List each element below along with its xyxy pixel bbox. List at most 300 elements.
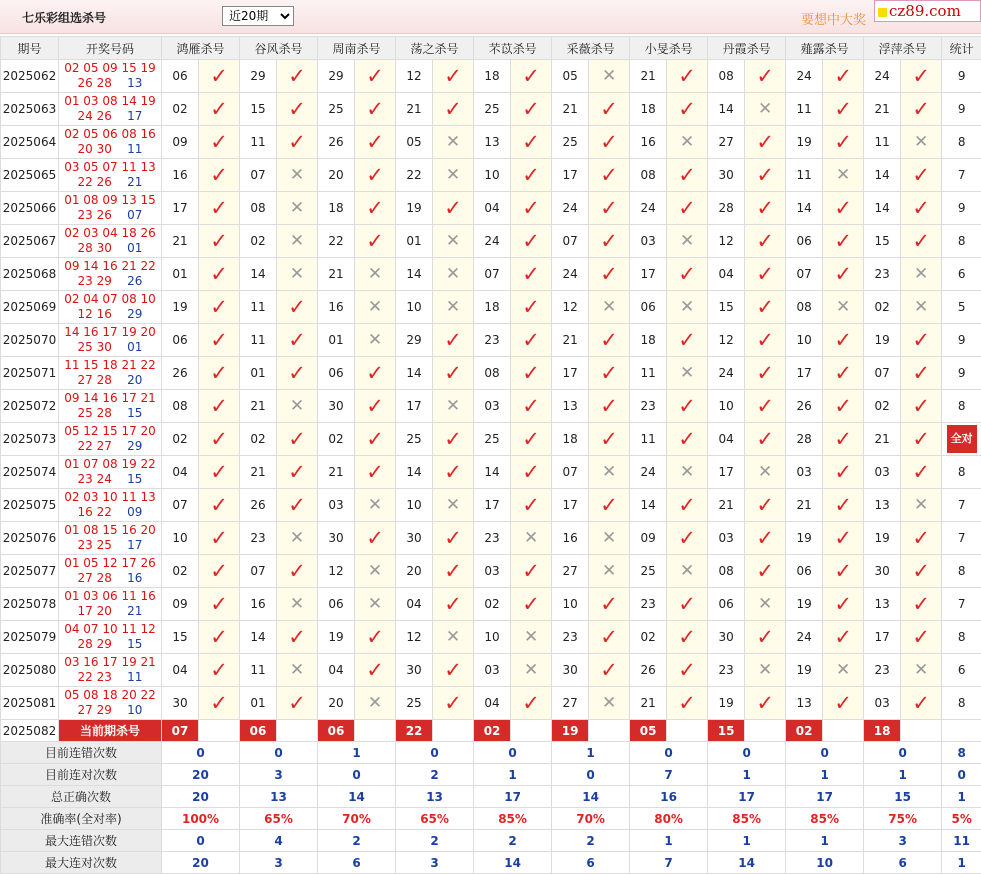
draw-numbers — [59, 258, 162, 291]
result-cell — [433, 357, 474, 390]
wrong-cross-icon: ✕ — [914, 132, 928, 152]
current-kill-number: 18 — [864, 720, 901, 742]
result-cell — [199, 555, 240, 588]
result-cell — [667, 489, 708, 522]
result-cell — [667, 258, 708, 291]
correct-check-icon: ✓ — [678, 625, 696, 649]
kill-number: 30 — [708, 159, 745, 192]
result-cell — [667, 588, 708, 621]
special-number: 21 — [127, 175, 142, 189]
table-row — [1, 555, 981, 588]
correct-check-icon: ✓ — [210, 526, 228, 550]
stats-value: 70% — [552, 808, 630, 830]
result-cell — [667, 654, 708, 687]
wrong-cross-icon: ✕ — [290, 264, 304, 284]
result-cell — [511, 588, 552, 621]
kill-number: 16 — [318, 291, 355, 324]
wrong-cross-icon: ✕ — [446, 495, 460, 515]
kill-number: 18 — [474, 291, 511, 324]
correct-check-icon: ✓ — [522, 97, 540, 121]
current-kill-number: 06 — [318, 720, 355, 742]
kill-number: 08 — [708, 60, 745, 93]
kill-number: 21 — [552, 324, 589, 357]
kill-number: 30 — [318, 522, 355, 555]
result-cell — [589, 621, 630, 654]
current-kill-blank — [667, 720, 708, 742]
result-cell — [901, 291, 942, 324]
result-cell — [589, 60, 630, 93]
top-bar — [0, 0, 981, 34]
slogan-text: 要想中大奖 — [801, 9, 866, 28]
special-number: 09 — [127, 505, 142, 519]
correct-check-icon: ✓ — [600, 658, 618, 682]
result-cell — [511, 654, 552, 687]
kill-number: 18 — [630, 93, 667, 126]
kill-number: 11 — [786, 159, 823, 192]
kill-number: 30 — [708, 621, 745, 654]
kill-number: 12 — [396, 60, 433, 93]
kill-number: 10 — [474, 159, 511, 192]
result-cell — [901, 522, 942, 555]
result-cell — [589, 126, 630, 159]
kill-number: 06 — [786, 225, 823, 258]
correct-check-icon: ✓ — [678, 394, 696, 418]
kill-number: 19 — [708, 687, 745, 720]
result-cell — [433, 390, 474, 423]
stats-total: 0 — [942, 764, 981, 786]
draw-numbers-line2 — [59, 406, 161, 421]
kill-number: 03 — [630, 225, 667, 258]
kill-number: 02 — [162, 555, 199, 588]
kill-number: 19 — [786, 522, 823, 555]
kill-number: 25 — [318, 93, 355, 126]
kill-number: 09 — [630, 522, 667, 555]
current-kill-blank — [745, 720, 786, 742]
stats-value: 0 — [708, 742, 786, 764]
period-number: 2025069 — [1, 291, 59, 324]
kill-number: 17 — [708, 456, 745, 489]
wrong-cross-icon: ✕ — [602, 561, 616, 581]
stats-value: 13 — [396, 786, 474, 808]
wrong-cross-icon: ✕ — [680, 561, 694, 581]
stats-value: 3 — [240, 764, 318, 786]
result-cell — [277, 225, 318, 258]
correct-check-icon: ✓ — [600, 493, 618, 517]
correct-check-icon: ✓ — [210, 361, 228, 385]
special-number: 07 — [127, 208, 142, 222]
result-cell — [433, 456, 474, 489]
kill-number: 24 — [786, 621, 823, 654]
kill-number-table — [0, 36, 981, 874]
kill-number: 07 — [786, 258, 823, 291]
table-row — [1, 456, 981, 489]
result-cell — [355, 192, 396, 225]
stats-total: 1 — [942, 852, 981, 874]
correct-check-icon: ✓ — [912, 229, 930, 253]
table-row — [1, 489, 981, 522]
kill-number: 02 — [162, 93, 199, 126]
stats-value: 0 — [396, 742, 474, 764]
stats-value: 2 — [396, 830, 474, 852]
wrong-cross-icon: ✕ — [680, 132, 694, 152]
result-cell — [823, 357, 864, 390]
stats-value: 10 — [786, 852, 864, 874]
site-logo[interactable] — [874, 0, 981, 22]
hit-count: 9 — [942, 192, 981, 225]
kill-number: 01 — [318, 324, 355, 357]
correct-check-icon: ✓ — [210, 97, 228, 121]
correct-check-icon: ✓ — [288, 64, 306, 88]
kill-number: 14 — [786, 192, 823, 225]
stats-value: 4 — [240, 830, 318, 852]
kill-number: 06 — [162, 60, 199, 93]
draw-numbers — [59, 588, 162, 621]
stats-value: 14 — [552, 786, 630, 808]
result-cell — [355, 522, 396, 555]
result-cell — [433, 522, 474, 555]
correct-check-icon: ✓ — [444, 592, 462, 616]
stats-value: 1 — [630, 830, 708, 852]
kill-number: 10 — [708, 390, 745, 423]
wrong-cross-icon: ✕ — [290, 231, 304, 251]
period-number: 2025075 — [1, 489, 59, 522]
correct-check-icon: ✓ — [678, 262, 696, 286]
draw-numbers-line2 — [59, 274, 161, 289]
correct-check-icon: ✓ — [366, 427, 384, 451]
correct-check-icon: ✓ — [210, 295, 228, 319]
result-cell — [199, 390, 240, 423]
result-cell — [277, 93, 318, 126]
kill-number: 25 — [474, 423, 511, 456]
result-cell — [433, 93, 474, 126]
result-cell — [277, 456, 318, 489]
current-kill-number: 02 — [474, 720, 511, 742]
result-cell — [901, 192, 942, 225]
result-cell — [745, 423, 786, 456]
result-cell — [277, 126, 318, 159]
col-header-expert: 浮萍杀号 — [864, 37, 942, 60]
draw-numbers-regular: 26 28 — [78, 76, 112, 90]
kill-number: 03 — [786, 456, 823, 489]
stats-value: 65% — [240, 808, 318, 830]
kill-number: 21 — [240, 456, 277, 489]
stats-value: 0 — [630, 742, 708, 764]
result-cell — [199, 654, 240, 687]
stats-label: 最大连对次数 — [1, 852, 162, 874]
stats-value: 0 — [162, 830, 240, 852]
hit-count: 7 — [942, 159, 981, 192]
hit-count: 9 — [942, 60, 981, 93]
table-row — [1, 192, 981, 225]
kill-number: 21 — [708, 489, 745, 522]
correct-check-icon: ✓ — [756, 130, 774, 154]
correct-check-icon: ✓ — [912, 691, 930, 715]
kill-number: 08 — [708, 555, 745, 588]
kill-number: 23 — [864, 654, 901, 687]
special-number: 15 — [127, 472, 142, 486]
correct-check-icon: ✓ — [678, 163, 696, 187]
result-cell — [433, 60, 474, 93]
result-cell — [901, 456, 942, 489]
correct-check-icon: ✓ — [366, 163, 384, 187]
draw-numbers-line2 — [59, 538, 161, 553]
draw-numbers-line2 — [59, 76, 161, 91]
draw-numbers-line1: 01 08 15 16 20 — [59, 523, 161, 538]
correct-check-icon: ✓ — [522, 361, 540, 385]
kill-number: 14 — [630, 489, 667, 522]
kill-number: 21 — [318, 456, 355, 489]
kill-number: 27 — [708, 126, 745, 159]
draw-numbers-line2 — [59, 505, 161, 520]
result-cell — [667, 93, 708, 126]
wrong-cross-icon: ✕ — [446, 396, 460, 416]
stats-value: 1 — [552, 742, 630, 764]
kill-number: 25 — [630, 555, 667, 588]
period-number: 2025066 — [1, 192, 59, 225]
kill-number: 21 — [396, 93, 433, 126]
draw-numbers-line2 — [59, 571, 161, 586]
kill-number: 23 — [630, 588, 667, 621]
kill-number: 19 — [396, 192, 433, 225]
wrong-cross-icon: ✕ — [914, 495, 928, 515]
kill-number: 11 — [630, 357, 667, 390]
kill-number: 21 — [552, 93, 589, 126]
draw-numbers-line1: 02 05 06 08 16 — [59, 127, 161, 142]
wrong-cross-icon: ✕ — [368, 594, 382, 614]
draw-numbers-line1: 09 14 16 17 21 — [59, 391, 161, 406]
wrong-cross-icon: ✕ — [602, 462, 616, 482]
result-cell — [199, 192, 240, 225]
kill-number: 27 — [552, 687, 589, 720]
special-number: 01 — [127, 340, 142, 354]
result-cell — [823, 390, 864, 423]
result-cell — [745, 291, 786, 324]
draw-numbers-line1: 01 05 12 17 26 — [59, 556, 161, 571]
result-cell — [745, 456, 786, 489]
stats-value: 65% — [396, 808, 474, 830]
stats-total: 11 — [942, 830, 981, 852]
stats-value: 3 — [240, 852, 318, 874]
draw-numbers-regular: 22 27 — [78, 439, 112, 453]
kill-number: 24 — [630, 192, 667, 225]
wrong-cross-icon: ✕ — [368, 495, 382, 515]
correct-check-icon: ✓ — [912, 592, 930, 616]
wrong-cross-icon: ✕ — [836, 165, 850, 185]
draw-numbers-regular: 27 29 — [78, 703, 112, 717]
result-cell — [589, 687, 630, 720]
draw-numbers — [59, 126, 162, 159]
result-cell — [667, 60, 708, 93]
stats-value: 16 — [630, 786, 708, 808]
correct-check-icon: ✓ — [834, 64, 852, 88]
correct-check-icon: ✓ — [210, 394, 228, 418]
kill-number: 02 — [864, 390, 901, 423]
draw-numbers — [59, 60, 162, 93]
correct-check-icon: ✓ — [522, 592, 540, 616]
result-cell — [355, 291, 396, 324]
kill-number: 03 — [474, 654, 511, 687]
kill-number: 03 — [474, 555, 511, 588]
period-number: 2025063 — [1, 93, 59, 126]
result-cell — [823, 489, 864, 522]
kill-number: 17 — [552, 159, 589, 192]
wrong-cross-icon: ✕ — [758, 660, 772, 680]
kill-number: 11 — [240, 126, 277, 159]
result-cell — [277, 258, 318, 291]
correct-check-icon: ✓ — [288, 361, 306, 385]
kill-number: 11 — [630, 423, 667, 456]
kill-number: 15 — [864, 225, 901, 258]
current-period-row — [1, 720, 981, 742]
stats-value: 3 — [396, 852, 474, 874]
result-cell — [589, 654, 630, 687]
kill-number: 14 — [864, 159, 901, 192]
draw-numbers — [59, 291, 162, 324]
draw-numbers-line2 — [59, 373, 161, 388]
result-cell — [277, 423, 318, 456]
correct-check-icon: ✓ — [600, 328, 618, 352]
draw-numbers-line1: 02 03 04 18 26 — [59, 226, 161, 241]
kill-number: 05 — [552, 60, 589, 93]
result-cell — [589, 456, 630, 489]
result-cell — [277, 489, 318, 522]
correct-check-icon: ✓ — [366, 361, 384, 385]
stats-value: 3 — [864, 830, 942, 852]
period-number: 2025064 — [1, 126, 59, 159]
result-cell — [199, 357, 240, 390]
draw-numbers-regular: 25 28 — [78, 406, 112, 420]
stats-value: 85% — [786, 808, 864, 830]
table-row — [1, 291, 981, 324]
draw-numbers-regular: 27 28 — [78, 571, 112, 585]
result-cell — [667, 159, 708, 192]
result-cell — [277, 357, 318, 390]
result-cell — [901, 489, 942, 522]
wrong-cross-icon: ✕ — [290, 165, 304, 185]
period-range-select[interactable] — [222, 6, 294, 26]
current-period — [1, 720, 981, 742]
col-header-period: 期号 — [1, 37, 59, 60]
stats-label: 目前连对次数 — [1, 764, 162, 786]
result-cell — [589, 93, 630, 126]
draw-numbers-line2 — [59, 703, 161, 718]
table-row — [1, 621, 981, 654]
period-number: 2025072 — [1, 390, 59, 423]
correct-check-icon: ✓ — [912, 328, 930, 352]
kill-number: 02 — [240, 423, 277, 456]
correct-check-icon: ✓ — [210, 64, 228, 88]
correct-check-icon: ✓ — [522, 262, 540, 286]
col-header-expert: 芣苡杀号 — [474, 37, 552, 60]
result-cell — [277, 390, 318, 423]
draw-numbers-regular: 17 20 — [78, 604, 112, 618]
result-cell — [823, 192, 864, 225]
current-kill-blank — [277, 720, 318, 742]
wrong-cross-icon: ✕ — [914, 264, 928, 284]
stats-row — [1, 786, 981, 808]
kill-number: 02 — [630, 621, 667, 654]
result-cell — [511, 621, 552, 654]
result-cell — [433, 687, 474, 720]
kill-number: 03 — [864, 687, 901, 720]
correct-check-icon: ✓ — [600, 130, 618, 154]
result-cell — [199, 291, 240, 324]
wrong-cross-icon: ✕ — [446, 264, 460, 284]
result-cell — [355, 258, 396, 291]
kill-number: 02 — [318, 423, 355, 456]
correct-check-icon: ✓ — [756, 196, 774, 220]
kill-number: 24 — [474, 225, 511, 258]
kill-number: 24 — [630, 456, 667, 489]
result-cell — [277, 291, 318, 324]
kill-number: 23 — [864, 258, 901, 291]
header-row — [1, 37, 981, 60]
stats-value: 0 — [864, 742, 942, 764]
draw-numbers — [59, 456, 162, 489]
draw-numbers — [59, 357, 162, 390]
correct-check-icon: ✓ — [600, 262, 618, 286]
kill-number: 21 — [864, 93, 901, 126]
kill-number: 04 — [474, 192, 511, 225]
correct-check-icon: ✓ — [834, 328, 852, 352]
kill-number: 21 — [786, 489, 823, 522]
kill-number: 04 — [708, 423, 745, 456]
special-number: 26 — [127, 274, 142, 288]
result-cell — [823, 555, 864, 588]
result-cell — [433, 324, 474, 357]
result-cell — [901, 126, 942, 159]
draw-numbers-line1: 05 08 18 20 22 — [59, 688, 161, 703]
draw-numbers — [59, 225, 162, 258]
stats-value: 1 — [786, 764, 864, 786]
kill-number: 30 — [396, 654, 433, 687]
hit-count — [942, 423, 981, 456]
kill-number: 06 — [318, 588, 355, 621]
correct-check-icon: ✓ — [444, 427, 462, 451]
result-cell — [355, 654, 396, 687]
kill-number: 07 — [864, 357, 901, 390]
stats-value: 70% — [318, 808, 396, 830]
stats-value: 14 — [708, 852, 786, 874]
result-cell — [589, 324, 630, 357]
draw-numbers — [59, 687, 162, 720]
current-kill-number: 05 — [630, 720, 667, 742]
col-header-numbers: 开奖号码 — [59, 37, 162, 60]
correct-check-icon: ✓ — [444, 658, 462, 682]
draw-numbers — [59, 489, 162, 522]
stats-value: 75% — [864, 808, 942, 830]
draw-numbers-line2 — [59, 439, 161, 454]
correct-check-icon: ✓ — [444, 328, 462, 352]
col-header-expert: 采薇杀号 — [552, 37, 630, 60]
result-cell — [277, 324, 318, 357]
special-number: 16 — [127, 571, 142, 585]
result-cell — [589, 192, 630, 225]
kill-number: 06 — [162, 324, 199, 357]
hit-count: 8 — [942, 456, 981, 489]
result-cell — [355, 687, 396, 720]
kill-number: 02 — [162, 423, 199, 456]
result-cell — [745, 192, 786, 225]
correct-check-icon: ✓ — [678, 97, 696, 121]
result-cell — [745, 324, 786, 357]
result-cell — [511, 93, 552, 126]
correct-check-icon: ✓ — [912, 526, 930, 550]
current-kill-number: 07 — [162, 720, 199, 742]
period-number: 2025071 — [1, 357, 59, 390]
current-count-blank — [942, 720, 981, 742]
correct-check-icon: ✓ — [756, 625, 774, 649]
